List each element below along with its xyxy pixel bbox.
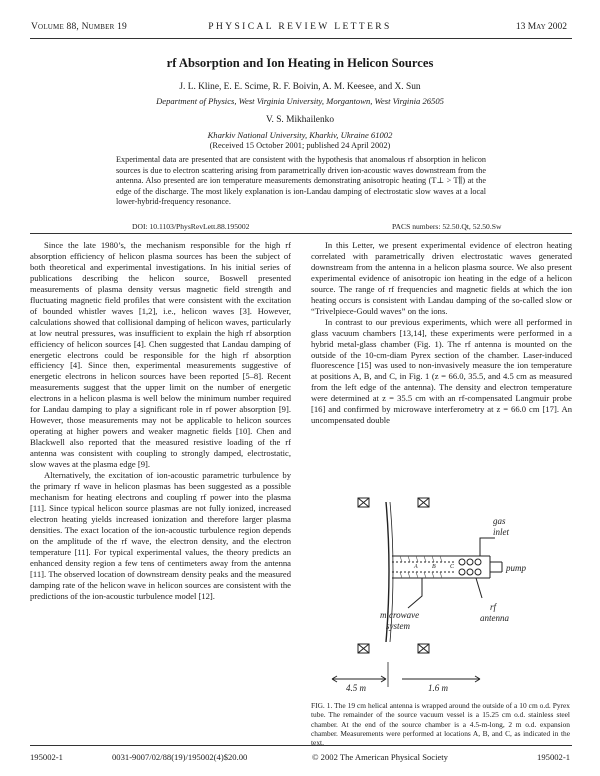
- rf-antenna-coil: [459, 559, 481, 575]
- paragraph: In this Letter, we present experimental evidence of electron heating correlated with parametrically driven electrostatic waves generated downstream from the antenna in a helicon plasma source. We also present experimental evidence of anisotropic ion heating in the edge of a helicon source. The range of rf frequencies and magnetic fields at which the ion heating occurs is consistent with Landau damping of the so-called slow or “Trivelpiece-Gould waves” on the ions.: [311, 240, 572, 316]
- figure-1-caption: FIG. 1. The 19 cm helical antenna is wrapped around the outside of a 10 cm o.d. Pyrex tube. The remainder of the source vacuum vessel is a 15.25 cm o.d. stainless steel chamber. At the end of the source chamber is a 4.5-m-long, 2 m o.d. expansion chamber. Measurements were performed at locations A, B, and C, as indicated in the text.: [311, 701, 570, 748]
- received-dates: (Received 15 October 2001; published 24 April 2002): [209, 141, 391, 150]
- footer-rule: [30, 745, 572, 746]
- abstract-rule: [30, 233, 572, 234]
- page-number-right: 195002-1: [537, 752, 570, 762]
- microwave-system-label: system: [386, 621, 410, 631]
- microwave-system-label: microwave: [380, 610, 420, 620]
- affiliation-2: Kharkiv National University, Kharkiv, Ukraine 61002: [207, 130, 393, 140]
- paragraph: Alternatively, the excitation of ion-acoustic parametric turbulence by the primary rf wave in helicon plasmas has been suggested as a possible mechanism for heating electrons and coupling rf power into the plasma [11]. Since typical helicon source plasmas are not fully ionized, increased electron heating yields increased ionization and therefore larger plasma densities. The exact location of the ion-acoustic turbulence region depends on the amplitude of the rf wave, the electron density, and the electron temperature [11]. For typical experimental values, the theory predicts an enhanced density region a few tens of centimeters away from the antenna [11]. The observed location of downstream density peaks and the measured damping rate of the helicon wave in helicon sources are consistent with the predictions of the ion-acoustic turbulence model [12].: [30, 470, 291, 601]
- header-rule: [30, 38, 572, 39]
- affiliation-1: Department of Physics, West Virginia University, Morgantown, West Virginia 26505: [156, 96, 444, 106]
- article-code: 0031-9007/02/88(19)/195002(4)$20.00: [112, 752, 248, 762]
- position-label-c: C: [450, 564, 455, 570]
- paragraph: Since the late 1980’s, the mechanism responsible for the high rf absorption efficiency of helicon plasma sources has been the subject of both theoretical and experimental investigations. In his initial series of publications describing the helicon source, Boswell presented measurements of plasma density versus magnetic field strength and fluctuating magnetic field profiles that were consistent with the excitation of bounded whistler waves [1,2], i.e., helicon waves [3]. However, calculations showed that collisional damping of helicon waves, particularly at low neutral pressures, was insufficient to explain the high rf absorption efficiency of helicon sources [4]. Chen suggested that Landau damping of energetic electrons could be responsible for the high rf absorption efficiency [4]. Since then, experimental measurements suggestive of energetic electrons in helicon sources have been reported [5–8]. Recent measurements suggest that the upper limit on the number of energetic electrons in a helicon plasma is well below the minimum number required for Landau damping to play a significant role in rf power absorption [9]. However, those measurements may not be applicable to helicon sources operating at higher powers and weaker magnetic fields [10]. Chen and Blackwell also reported that the measured resistive loading of the rf antenna was consistent with coupling to strongly damped, electrostatic, slow waves at the plasma edge [9].: [30, 240, 291, 470]
- left-column: [30, 240, 291, 601]
- page-number-left: 195002-1: [30, 752, 63, 762]
- journal-name: PHYSICAL REVIEW LETTERS: [208, 22, 392, 32]
- paper-title: rf Absorption and Ion Heating in Helicon Sources: [166, 56, 434, 70]
- dimension-label-left: 4.5 m: [346, 683, 366, 693]
- rf-antenna-label: rf: [490, 602, 497, 612]
- paragraph: In contrast to our previous experiments, which were all performed in glass vacuum chambers [13,14], these experiments were performed in a hybrid metal-glass chamber (Fig. 1). The rf antenna is mounted on the outside of the 10-cm-diam Pyrex section of the chamber. Laser-induced fluorescence [15] was used to non-invasively measure the ion temperature at positions A, B, and C, in Fig. 1 (z = 66.0, 35.5, and 4.5 cm as measured from the left edge of the antenna). The density and electron temperature were determined at z = 35.5 cm with an rf-compensated Langmuir probe [16] and confirmed by microwave interferometry at z = 66.0 cm [17]. An uncompensated double: [311, 316, 572, 426]
- pump-label: pump: [506, 563, 526, 573]
- position-label-b: B: [432, 564, 436, 570]
- author-list-1: J. L. Kline, E. E. Scime, R. F. Boivin, A. M. Keesee, and X. Sun: [179, 82, 421, 92]
- volume-number: Volume 88, Number 19: [31, 22, 128, 32]
- gas-inlet-label: gas: [493, 516, 506, 526]
- issue-date: 13 May 2002: [515, 22, 567, 32]
- right-column: [311, 240, 572, 426]
- figure-1-apparatus: [330, 492, 560, 697]
- rf-antenna-label: antenna: [480, 613, 509, 623]
- author-list-2: V. S. Mikhailenko: [265, 115, 335, 125]
- gas-inlet-label: inlet: [493, 527, 509, 537]
- doi: DOI: 10.1103/PhysRevLett.88.195002: [132, 222, 250, 231]
- dimension-label-right: 1.6 m: [428, 683, 448, 693]
- position-label-a: A: [414, 564, 418, 570]
- abstract: Experimental data are presented that are consistent with the hypothesis that anomalous rf absorption in helicon sources is due to electron scattering arising from parametrically driven ion-acoustic waves downstream from the antenna. Also presented are ion temperature measurements demonstrating anisotropic heating (T⊥ > T∥) at the edge of the discharge. The most likely explanation is ion-Landau damping of electrostatic slow waves at a local lower-hybrid-frequency resonance.: [116, 155, 486, 207]
- pacs-numbers: PACS numbers: 52.50.Qt, 52.50.Sw: [392, 222, 502, 231]
- copyright: © 2002 The American Physical Society: [312, 752, 448, 762]
